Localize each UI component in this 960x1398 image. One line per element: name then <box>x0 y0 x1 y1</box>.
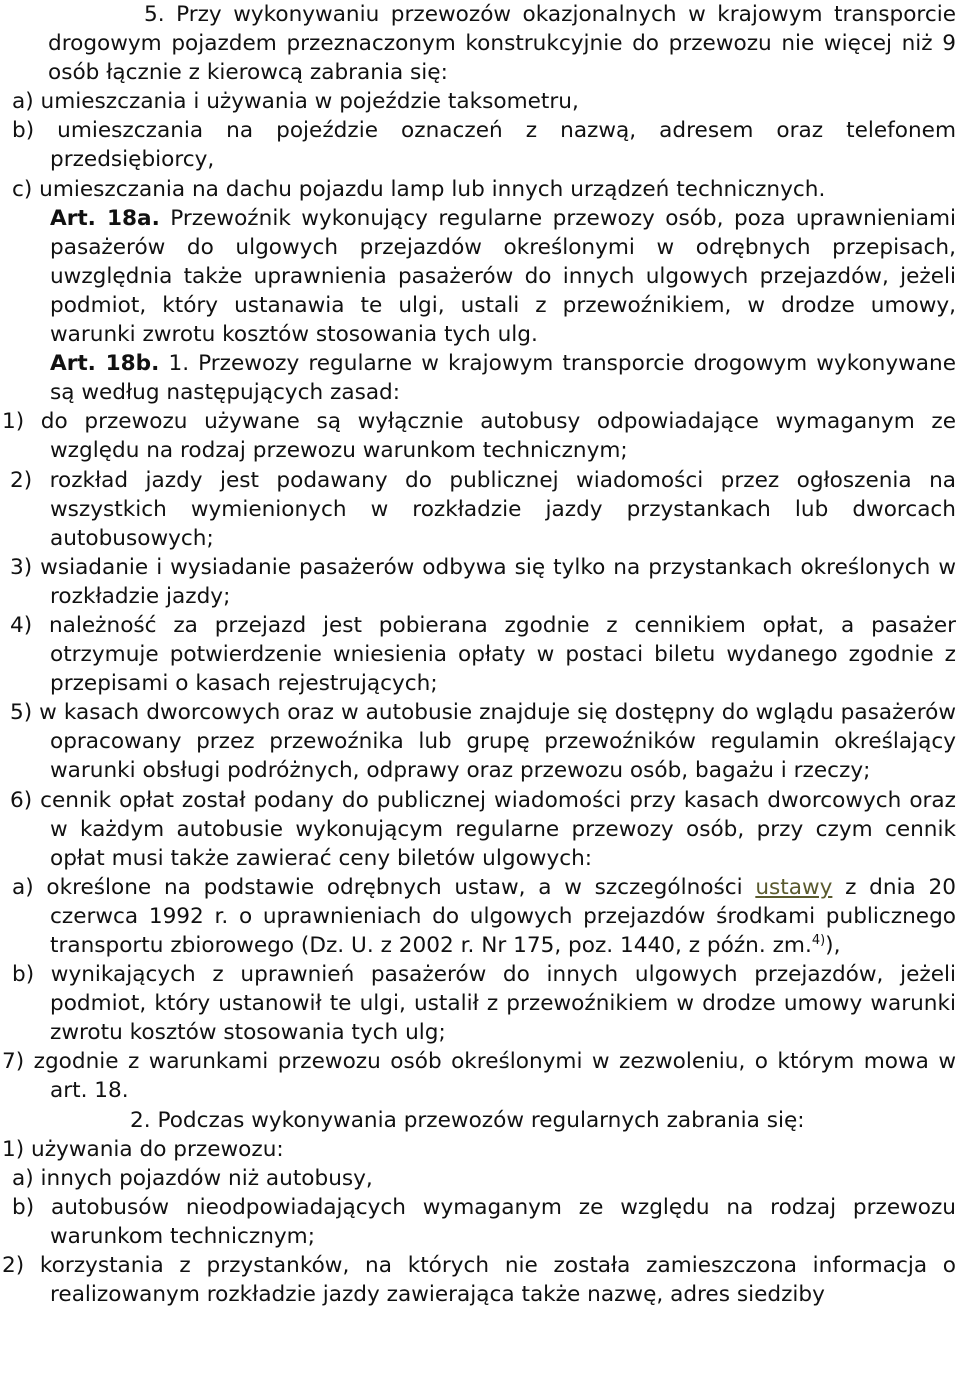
paragraph-2: 2. Podczas wykonywania przewozów regularnych zabrania się: <box>130 1107 805 1133</box>
list-item-18b-6b: b) wynikających z uprawnień pasażerów do innych ulgowych przejazdów, jeżeli podmiot, który ustanowił te ulgi, ustalił z przewoźnikiem w drodze umowy warunki zwrotu kosztów stosowania tych ulg; <box>12 962 956 1046</box>
list-item-18b-1: 1) do przewozu używane są wyłącznie autobusy odpowiadające wymaganym ze względu na rodzaj przewozu warunkom technicznym; <box>2 409 956 464</box>
list-item-18b-5: 5) w kasach dworcowych oraz w autobusie znajduje się dostępny do wglądu pasażerów opracowany przez przewoźnika lub grupę przewoźników regulamin określający warunki obsługi podróżnych, odprawy oraz przewozu osób, bagażu i rzeczy; <box>10 700 956 784</box>
statute-link[interactable]: ustawy <box>755 874 833 900</box>
footnote-marker[interactable]: 4) <box>811 932 826 948</box>
article-18a <box>2 204 956 349</box>
paragraph-5 <box>2 0 956 87</box>
article-18b-label: Art. 18b. <box>50 351 160 377</box>
list-item-2-1: 1) używania do przewozu: <box>2 1136 284 1162</box>
list-item-18b-3: 3) wsiadanie i wysiadanie pasażerów odbywa się tylko na przystankach określonych w rozkładzie jazdy; <box>10 554 956 609</box>
list-item-18b-6a: a) określone na podstawie odrębnych ustaw, a w szczególności ustawy z dnia 20 czerwca 1992 r. o uprawnieniach do ulgowych przejazdów środkami publicznego transportu zbiorowego (Dz. U. z 2002 r. Nr 175, poz. 1440, z późn. zm.$^{4)}$), <box>12 874 956 958</box>
article-18a-text: Przewoźnik wykonujący regularne przewozy osób, poza uprawnieniami pasażerów do ulgowych przejazdów określonymi w odrębnych przepisach, uwzględnia także uprawnienia pasażerów do innych ulgowych przejazdów, jeżeli podmiot, który ustanawia te ulgi, ustali z przewoźnikiem, w drodze umowy, warunki zwrotu kosztów stosowania tych ulg. <box>50 205 956 348</box>
list-item-18b-4: 4) należność za przejazd jest pobierana zgodnie z cennikiem opłat, a pasażer otrzymuje potwierdzenie wniesienia opłaty w postaci biletu wydanego zgodnie z przepisami o kasach rejestrujących; <box>10 612 956 697</box>
list-item-2-1a: a) innych pojazdów niż autobusy, <box>12 1165 373 1191</box>
article-18a-label: Art. 18a. <box>50 205 160 231</box>
list-item-18b-7: 7) zgodnie z warunkami przewozu osób określonymi w zezwoleniu, o którym mowa w art. 18. <box>2 1049 956 1104</box>
list-item-18b-6: 6) cennik opłat został podany do publicznej wiadomości przy kasach dworcowych oraz w każdym autobusie wykonującym regularne przewozy osób, przy czym cennik opłat musi także zawierać ceny biletów ulgowych: <box>10 787 956 871</box>
list-item-5a: a) umieszczania i używania w pojeździe taksometru, <box>12 89 579 115</box>
list-item-2-1b: b) autobusów nieodpowiadających wymaganym ze względu na rodzaj przewozu warunkom technicznym; <box>12 1194 956 1249</box>
list-item-5b: b) umieszczania na pojeździe oznaczeń z nazwą, adresem oraz telefonem przedsiębiorcy, <box>12 118 956 173</box>
list-item-18b-2: 2) rozkład jazdy jest podawany do publicznej wiadomości przez ogłoszenia na wszystkich wymienionych w rozkładzie jazdy przystankach lub dworcach autobusowych; <box>10 467 956 551</box>
list-item-5c: c) umieszczania na dachu pojazdu lamp lub innych urządzeń technicznych. <box>12 176 826 202</box>
paragraph-5-text: 5. Przy wykonywaniu przewozów okazjonalnych w krajowym transporcie drogowym pojazdem przeznaczonym konstrukcyjnie do przewozu nie więcej niż 9 osób łącznie z kierowcą zabrania się: <box>48 2 956 86</box>
list-item-2-2: 2) korzystania z przystanków, na których nie została zamieszczona informacja o realizowanym rozkładzie jazdy zawierająca także nazwę, adres siedziby <box>2 1253 956 1308</box>
article-18b-text: 1. Przewozy regularne w krajowym transporcie drogowym wykonywane są według następujących zasad: <box>50 351 957 406</box>
article-18b <box>2 349 956 407</box>
